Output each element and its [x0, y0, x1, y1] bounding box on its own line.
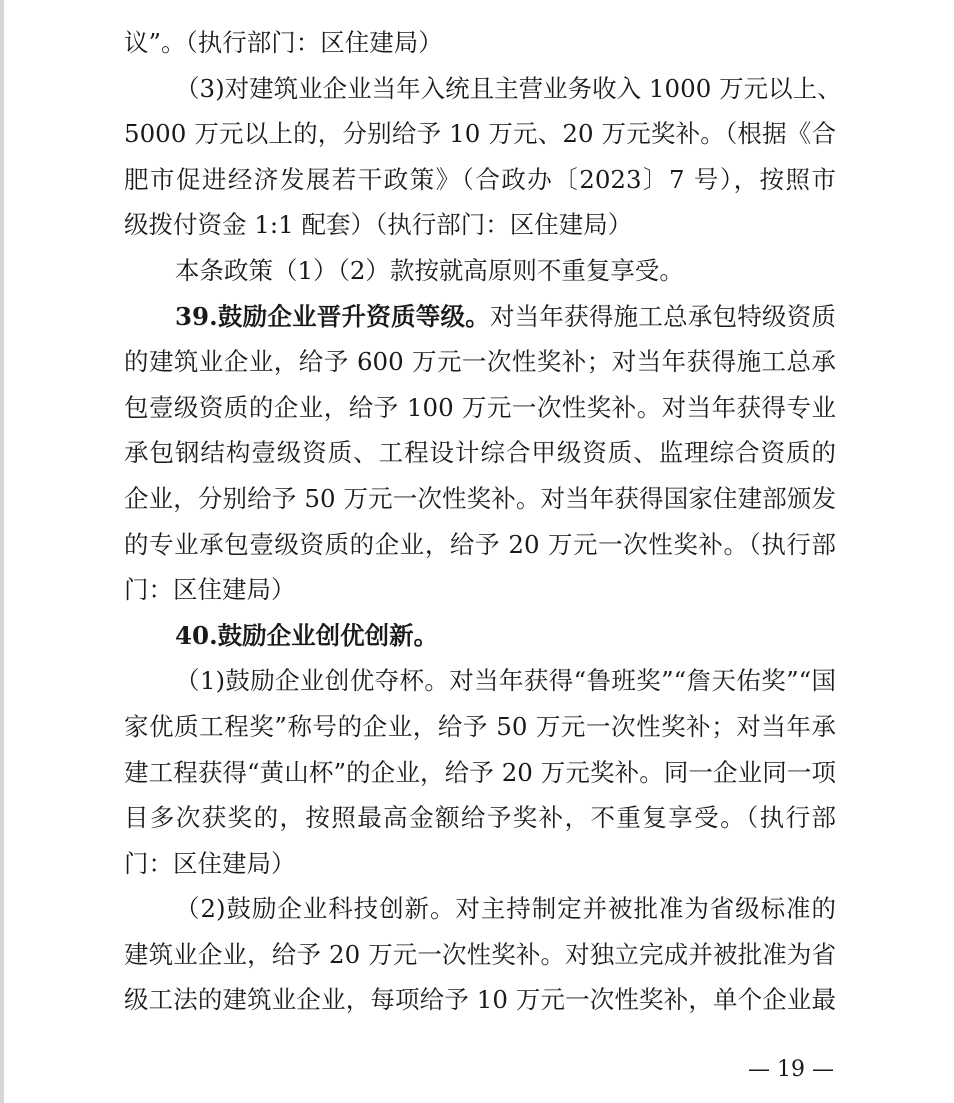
text-line [124, 795, 836, 841]
page-number: — 19 — [748, 1057, 834, 1082]
body-text: 5000 万元以上的，分别给予 10 万元、20 万元奖补。（根据《合 [124, 119, 836, 149]
text-line [124, 841, 836, 887]
text-line [124, 294, 836, 340]
section-heading: 39.鼓励企业晋升资质等级。 [175, 301, 490, 331]
section-heading: 40.鼓励企业创优创新。 [175, 620, 439, 650]
text-line [124, 886, 836, 932]
text-line [124, 430, 836, 476]
body-text: 目多次获奖的，按照最高金额给予奖补，不重复享受。（执行部 [124, 803, 836, 833]
text-line [124, 339, 836, 385]
document-body [124, 20, 842, 1023]
body-text: 本条政策（1）（2）款按就高原则不重复享受。 [175, 255, 684, 285]
text-line [124, 476, 836, 522]
text-line [124, 248, 836, 294]
text-line [124, 202, 836, 248]
body-text: 肥市促进经济发展若干政策》（合政办〔2023〕7 号），按照市 [124, 164, 836, 194]
body-text: （1)鼓励企业创优夺杯。对当年获得“鲁班奖”“詹天佑奖”“国 [175, 666, 836, 696]
body-text: 级工法的建筑业企业，每项给予 10 万元一次性奖补，单个企业最 [124, 985, 836, 1015]
text-line [124, 932, 836, 978]
page-left-edge [0, 0, 4, 1103]
body-text: 的专业承包壹级资质的企业，给予 20 万元一次性奖补。（执行部 [124, 529, 836, 559]
text-line [124, 111, 836, 157]
text-line [124, 385, 836, 431]
text-line [124, 66, 842, 112]
text-line [124, 157, 836, 203]
text-line [124, 977, 836, 1023]
text-line [124, 20, 836, 66]
text-line [124, 567, 836, 613]
body-text: 的建筑业企业，给予 600 万元一次性奖补；对当年获得施工总承 [124, 347, 836, 377]
body-text: 包壹级资质的企业，给予 100 万元一次性奖补。对当年获得专业 [124, 392, 836, 422]
body-text: 家优质工程奖”称号的企业，给予 50 万元一次性奖补；对当年承 [124, 711, 836, 741]
body-text: 企业，分别给予 50 万元一次性奖补。对当年获得国家住建部颁发 [124, 483, 836, 513]
text-line [124, 522, 836, 568]
body-text: （2)鼓励企业科技创新。对主持制定并被批准为省级标准的 [175, 894, 836, 924]
body-text: 级拨付资金 1:1 配套）（执行部门：区住建局） [124, 210, 633, 240]
body-text: 门：区住建局） [124, 848, 296, 878]
body-text: 建工程获得“黄山杯”的企业，给予 20 万元奖补。同一企业同一项 [124, 757, 836, 787]
text-line [124, 704, 836, 750]
body-text: 对当年获得施工总承包特级资质 [489, 301, 837, 331]
text-line [124, 658, 836, 704]
body-text: 议”。（执行部门：区住建局） [124, 28, 443, 57]
body-text: 承包钢结构壹级资质、工程设计综合甲级资质、监理综合资质的 [124, 438, 836, 468]
body-text: 建筑业企业，给予 20 万元一次性奖补。对独立完成并被批准为省 [124, 939, 836, 969]
text-line [124, 750, 836, 796]
text-line [124, 613, 836, 659]
body-text: 门：区住建局） [124, 575, 296, 605]
body-text: （3)对建筑业企业当年入统且主营业务收入 1000 万元以上、 [175, 73, 842, 103]
